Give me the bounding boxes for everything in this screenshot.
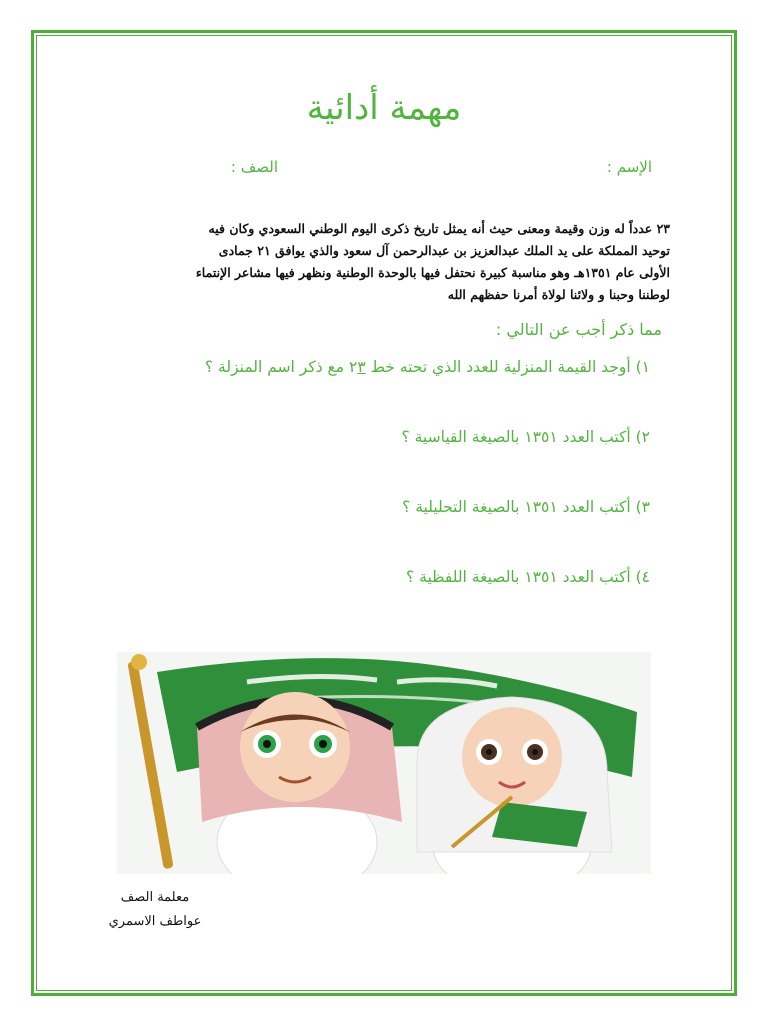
question-1-post: مع ذكر اسم المنزلة ؟ — [204, 358, 350, 376]
underlined-digit: ٣ — [357, 358, 366, 376]
class-label: الصف : — [230, 158, 278, 176]
teacher-role: معلمة الصف — [120, 890, 190, 905]
national-day-illustration — [117, 652, 651, 874]
paragraph-line: الأولى عام ١٣٥١هـ وهو مناسبة كبيرة نحتفل فيها بالوحدة الوطنية ونظهر فيها مشاعر الإنتماء — [195, 265, 670, 280]
page-title: مهمة أدائية — [306, 88, 462, 128]
question-2: ٢) أكتب العدد ١٣٥١ بالصيغة القياسية ؟ — [401, 428, 650, 446]
questions-intro: مما ذكر أجب عن التالي : — [495, 320, 662, 339]
paragraph-line: لوطننا وحبنا و ولائنا لولاة أمرنا حفظهم الله — [447, 287, 670, 302]
teacher-name: عواطف الاسمري — [108, 914, 202, 929]
intro-paragraph — [110, 218, 670, 306]
question-1-pre: ١) أوجد القيمة المنزلية للعدد الذي تحته خط ٢ — [349, 358, 650, 376]
question-3: ٣) أكتب العدد ١٣٥١ بالصيغة التحليلية ؟ — [402, 498, 650, 516]
paragraph-line: ٢٣ عدداً له وزن وقيمة ومعنى حيث أنه يمثل تاريخ ذكرى اليوم الوطني السعودي وكان فيه — [208, 221, 670, 236]
question-4: ٤) أكتب العدد ١٣٥١ بالصيغة اللفظية ؟ — [406, 568, 650, 586]
kids-with-flag-image — [117, 652, 651, 874]
paragraph-line: توحيد المملكة على يد الملك عبدالعزيز بن عبدالرحمن آل سعود والذي يوافق ٢١ جمادى — [218, 243, 670, 258]
name-label: الإسم : — [606, 158, 652, 176]
question-1 — [205, 358, 650, 376]
